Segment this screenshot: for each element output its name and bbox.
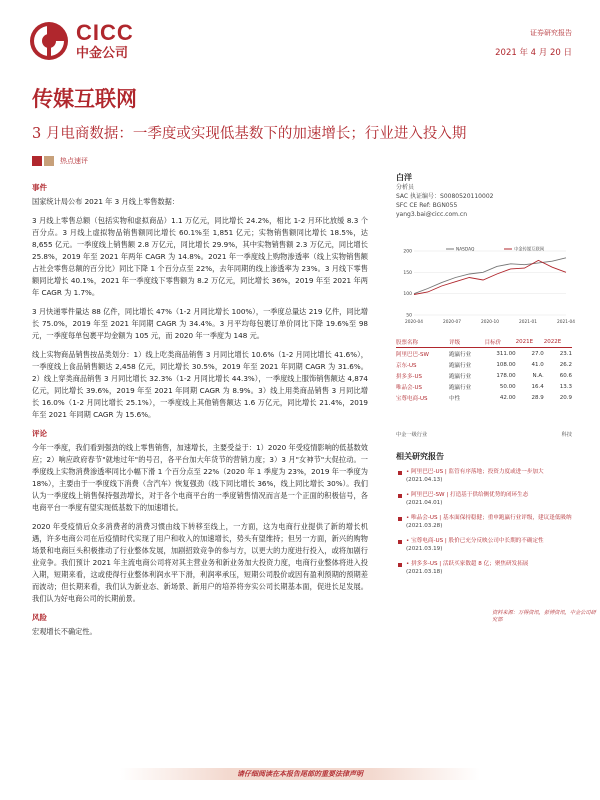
table-cell-name: 京东-US bbox=[396, 362, 417, 369]
legend-label: NASDAQ bbox=[456, 247, 475, 253]
y-tick-label: 200 bbox=[403, 249, 412, 255]
table-cell-name: 唯品会-US bbox=[396, 384, 423, 391]
table-header: 2022E bbox=[544, 337, 572, 348]
table-row bbox=[396, 348, 572, 360]
analyst-email[interactable]: yang3.bai@cicc.com.cn bbox=[396, 211, 468, 218]
related-title[interactable]: • 宝尊电商-US | 股价已充分反映公司中长期的不确定性 bbox=[406, 538, 544, 544]
table-header: 2021E bbox=[516, 337, 544, 348]
tag-block-icon bbox=[32, 156, 42, 166]
x-tick-label: 2021-04 bbox=[557, 320, 575, 325]
table-cell-price: 42.00 bbox=[499, 394, 516, 401]
risk-heading: 风险 bbox=[32, 613, 47, 622]
related-heading: 相关研究报告 bbox=[396, 452, 444, 461]
stock-table bbox=[396, 337, 572, 403]
performance-chart bbox=[396, 245, 575, 329]
sector-title: 传媒互联网 bbox=[32, 86, 137, 111]
tag bbox=[32, 156, 88, 166]
tag-block-icon bbox=[44, 156, 54, 166]
analyst-role: 分析员 bbox=[396, 184, 415, 191]
bullet-icon bbox=[398, 471, 402, 475]
tag-label: 热点速评 bbox=[60, 157, 88, 165]
table-cell-pe1: 41.0 bbox=[531, 361, 544, 368]
table-header: 评级 bbox=[449, 337, 484, 348]
analyst-name: 白洋 bbox=[396, 173, 412, 182]
table-source-right: 科技 bbox=[561, 432, 572, 438]
event-paragraph-2: 3 月快递零件量达 88 亿件，同比增长 47%（1-2 月同比增长 100%），一季度总量达 219 亿件，同比增长 75.0%，2019 年至 2021 年同期 CAGR 为 34.4%。3 月平均每包裹订单价同比下降 19.6%至 98 元，一季度每单包裹平均金额为 105 元，而 2020 年一季度为 148 元。 bbox=[32, 307, 368, 340]
related-title[interactable]: • 拼多多-US | 活跃买家数超 8 亿；聚焦研发拓展 bbox=[406, 561, 529, 567]
header-meta bbox=[495, 28, 572, 58]
x-tick-label: 2020-07 bbox=[443, 320, 461, 325]
risk-text: 宏观增长不确定性。 bbox=[32, 627, 97, 636]
table-cell-pe1: 28.9 bbox=[531, 394, 544, 401]
table-cell-pe2: 60.6 bbox=[559, 372, 572, 379]
report-title: 3 月电商数据：一季度或实现低基数下的加速增长；行业进入投入期 bbox=[32, 126, 467, 142]
cicc-logo-icon bbox=[28, 20, 70, 62]
bullet-icon bbox=[398, 517, 402, 521]
table-row bbox=[396, 370, 572, 381]
related-date: (2021.03.28) bbox=[406, 523, 443, 529]
x-tick-label: 2021-01 bbox=[519, 320, 537, 325]
legend-label: 中金传媒互联网 bbox=[514, 247, 545, 253]
table-cell-pe1: 16.4 bbox=[531, 383, 544, 390]
bullet-icon bbox=[398, 563, 402, 567]
analyst-block bbox=[396, 172, 576, 219]
series-line-cicc-media bbox=[414, 260, 566, 294]
table-row bbox=[396, 392, 572, 403]
related-item[interactable] bbox=[398, 560, 576, 576]
related-title[interactable]: • 唯品会-US | 基本面保持稳健；重申跑赢行业评级，建议逢低吸纳 bbox=[406, 515, 572, 521]
logo-english: CICC bbox=[76, 20, 134, 45]
table-row bbox=[396, 359, 572, 370]
event-heading: 事件 bbox=[32, 183, 47, 192]
table-cell-pe2: 13.3 bbox=[559, 383, 572, 390]
table-cell-price: 50.00 bbox=[499, 383, 516, 390]
table-cell-price: 311.00 bbox=[496, 350, 516, 357]
event-intro: 国家统计局公布 2021 年 3 月线上零售数据： bbox=[32, 197, 180, 206]
table-header: 目标价 bbox=[485, 337, 516, 348]
bullet-icon bbox=[398, 494, 402, 498]
table-source bbox=[396, 431, 572, 438]
related-item[interactable] bbox=[398, 491, 576, 507]
table-cell-name: 拼多多-US bbox=[396, 373, 423, 380]
x-tick-label: 2020-04 bbox=[405, 320, 423, 325]
table-source-left: 中金一级行业 bbox=[396, 432, 428, 438]
legal-footer: 请仔细阅读在本报告尾部的重要法律声明 bbox=[120, 768, 480, 780]
related-item[interactable] bbox=[398, 468, 576, 484]
related-title[interactable]: • 阿里巴巴-SW | 打造基于供给侧优势的闭环生态 bbox=[406, 492, 529, 498]
related-item[interactable] bbox=[398, 514, 576, 530]
related-date: (2021.03.18) bbox=[406, 569, 443, 575]
related-date: (2021.03.19) bbox=[406, 546, 443, 552]
company-logo bbox=[28, 20, 134, 62]
table-cell-rating: 跑赢行业 bbox=[449, 373, 472, 380]
table-cell-pe1: N.A. bbox=[532, 372, 544, 379]
table-cell-pe1: 27.0 bbox=[531, 350, 544, 357]
report-date: 2021 年 4 月 20 日 bbox=[495, 48, 572, 58]
table-cell-pe2: 23.1 bbox=[559, 350, 572, 357]
table-cell-pe2: 20.9 bbox=[559, 394, 572, 401]
x-tick-label: 2020-10 bbox=[481, 320, 499, 325]
table-cell-price: 108.00 bbox=[496, 361, 516, 368]
comment-paragraph-1: 今年一季度，我们看到强劲的线上零售销售，加速增长，主要受益于：1）2020 年受疫情影响的低基数效应；2）响应政府春节"就地过年"的号召，各平台加大年货节的营销力度；3）3 月"女神节"大促拉动。一季度线上实物消费渗透率同比小幅下滑 1 个百分点至 22%（2020 年 1 季度为 23%，2019 年一季度为 18%），主要由于一季度线下消费（含汽车）恢复强劲（线下同比增长 36%，线上同比增长 30%）。我们认为一季度线上销售保持强劲增长，对于各个电商平台的一季度销售情况而言是一个正面的积极信号，各电商平台一季度有望实现低基数下的加速增长。 bbox=[32, 443, 368, 512]
table-cell-rating: 跑赢行业 bbox=[449, 362, 472, 369]
comment-paragraph-2: 2020 年受疫情后众多消费者的消费习惯由线下转移至线上，一方面，这为电商行业提供了新的增长机遇，许多电商公司在后疫情时代实现了用户和收入的加速增长，势头有望维持；但另一方面，新兴的购物场景和电商巨头积极推动了行业整体发展，加剧招致竞争的参与方，以更大的力度进行投入，或将加剧行业竞争。我们预计 2021 年主流电商公司将对其主营业务和新业务加大投资力度，电商行业整体将进入投入期，短期来看，这或使得行业整体利润水平下滑，利润率承压，短期公司股价或因有盈利预期的预期差而波动；但长期来看，我们认为新业态、新场景、新用户的培养将夯实公司长期基本面，促进长足发展。我们认为好电商公司的长期前景。 bbox=[32, 522, 368, 603]
analyst-sac: SAC 执证编号：S0080520110002 bbox=[396, 193, 494, 200]
table-cell-rating: 跑赢行业 bbox=[449, 384, 472, 391]
table-cell-pe2: 26.2 bbox=[559, 361, 572, 368]
y-tick-label: 50 bbox=[406, 313, 412, 319]
event-paragraph-3: 线上实物商品销售按品类划分：1）线上吃类商品销售 3 月同比增长 10.6%（1-2 月同比增长 41.6%），一季度线上食品销售额达 2,458 亿元，同比增长 30.5%，2019 年至 2021 年同期 CAGR 为 31.6%。2）线上穿类商品销售 3 月同比增长 32.3%（1-2 月同比增长 44.3%），一季度线上服饰销售额达 4,874 亿元，同比增长 39.6%，2019 年至 2021 年同期 CAGR 为 8.9%。3）线上用类商品销售 3 月同比增长 16.0%（1-2 月同比增长 25.1%），一季度线上其他销售额达 1.6 万亿元，同比增长 21.4%，2019 年至 2021 年同期 CAGR 为 15.6%。 bbox=[32, 350, 368, 419]
table-cell-rating: 中性 bbox=[449, 395, 461, 402]
table-cell-name: 宝尊电商-US bbox=[396, 395, 428, 402]
analyst-sfc: SFC CE Ref: BGN055 bbox=[396, 202, 458, 209]
related-note: 资料来源：万得资讯，彭博资讯，中金公司研究部 bbox=[492, 610, 596, 623]
y-tick-label: 150 bbox=[403, 270, 412, 276]
main-content bbox=[32, 182, 368, 645]
table-cell-name: 阿里巴巴-SW bbox=[396, 351, 429, 358]
related-title[interactable]: • 阿里巴巴-US | 监管有序落地；投资力度或进一步加大 bbox=[406, 469, 544, 475]
table-header: 股票名称 bbox=[396, 337, 449, 348]
comment-heading: 评论 bbox=[32, 429, 47, 438]
y-tick-label: 100 bbox=[403, 292, 412, 298]
report-type: 证券研究报告 bbox=[530, 29, 572, 37]
related-item[interactable] bbox=[398, 537, 576, 553]
bullet-icon bbox=[398, 540, 402, 544]
table-cell-price: 178.00 bbox=[496, 372, 516, 379]
related-date: (2021.04.13) bbox=[406, 477, 443, 483]
logo-chinese: 中金公司 bbox=[76, 46, 129, 61]
table-cell-rating: 跑赢行业 bbox=[449, 351, 472, 358]
related-list bbox=[398, 468, 576, 583]
event-paragraph-1: 3 月线上零售总额（包括实物和虚拟商品）1.1 万亿元，同比增长 24.2%，相比 1-2 月环比放缓 8.3 个百分点。3 月线上虚拟物品销售额同比增长 60.1%至 1,851 亿元；实物销售额同比增长 18.5%，达 8,655 亿元。一季度线上销售额 2.8 万亿元，同比增长 29.9%，其中实物销售额 2.3 万亿元，同比增长 25.8%，2019 年至 2021 年两年 CAGR 为 14.8%。2021 年一季度线上购物渗透率（线上实物销售额占社会零售总额的百分比）同比下降 1 个百分点至 22%，去年同期的线上渗透率为 23%。3 月线下零售额同比增长 40.1%，2021 年一季度线下零售额为 8.2 万亿元，同比增长 36%，2019 年至 2021 年两年 CAGR 为 1.7%。 bbox=[32, 216, 368, 297]
table-row bbox=[396, 381, 572, 392]
related-date: (2021.04.01) bbox=[406, 500, 443, 506]
